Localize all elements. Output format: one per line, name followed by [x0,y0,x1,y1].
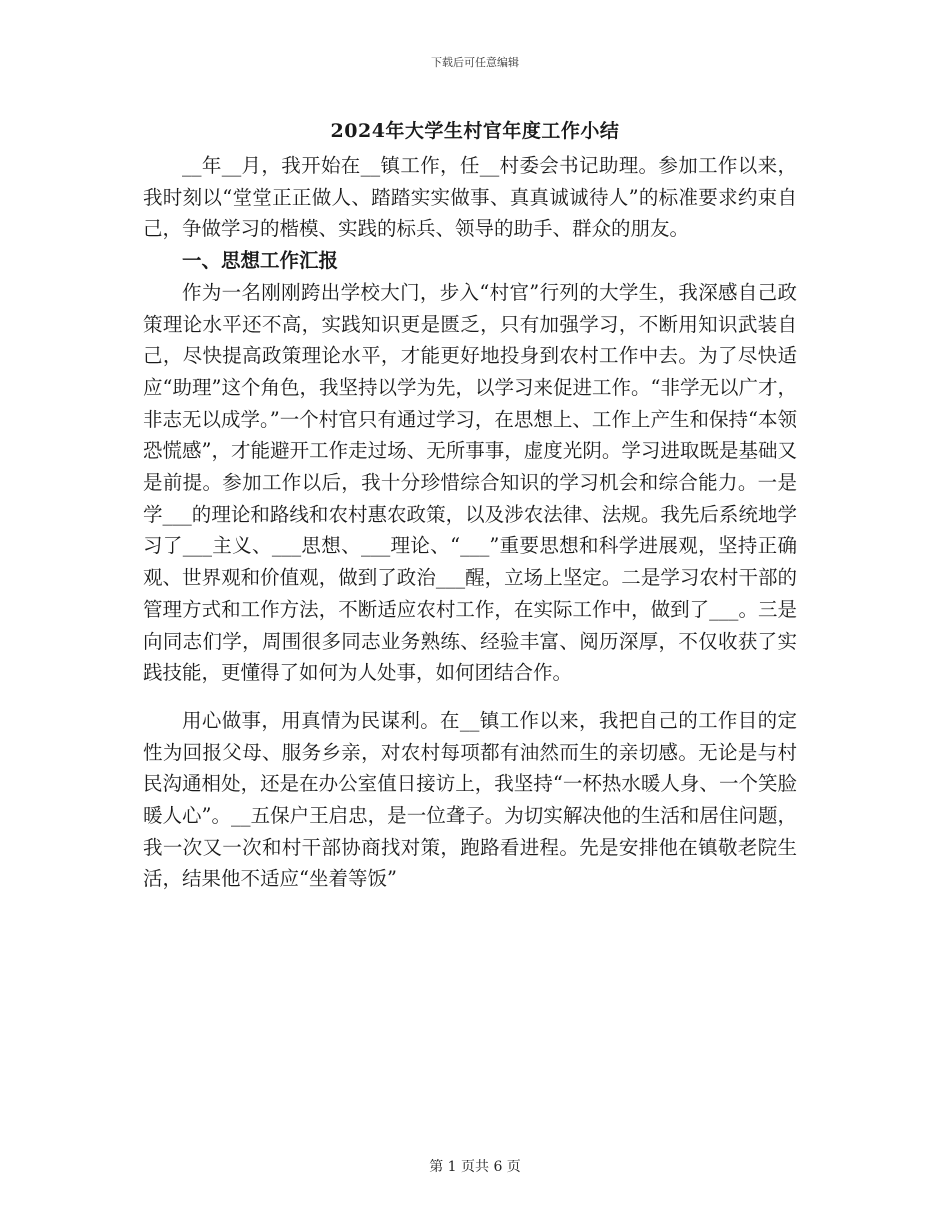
header-note: 下载后可任意编辑 [431,56,519,69]
section1-paragraph: 作为一名刚刚跨出学校大门，步入“村官”行列的大学生，我深感自己政策理论水平还不高，实践知识更是匮乏，只有加强学习，不断用知识武装自己，尽快提高政策理论水平，才能更好地投身到农村工作中去。为了尽快适应“助理”这个角色，我坚持以学为先，以学习来促进工作。“非学无以广才，非志无以成学。”一个村官只有通过学习，在思想上、工作上产生和保持“本领恐慌感”，才能避开工作走过场、无所事事，虚度光阴。学习进取既是基础又是前提。参加工作以后，我十分珍惜综合知识的学习机会和综合能力。一是学___的理论和路线和农村惠农政策，以及涉农法律、法规。我先后系统地学习了___主义、___思想、___理论、“___”重要思想和科学进展观，坚持正确观、世界观和价值观，做到了政治___醒，立场上坚定。二是学习农村干部的管理方式和工作方法，不断适应农村工作，在实际工作中，做到了___。三是向同志们学，周围很多同志业务熟练、经验丰富、阅历深厚，不仅收获了实践技能，更懂得了如何为人处事，如何团结合作。 [143,280,797,685]
page-footer: 第 1 页共 6 页 [429,1159,521,1175]
paragraph-3: 用心做事，用真情为民谋利。在__镇工作以来，我把自己的工作目的定性为回报父母、服务乡亲，对农村每项都有油然而生的亲切感。无论是与村民沟通相处，还是在办公室值日接访上，我坚持“一杯热水暖人身、一个笑脸暖人心”。__五保户王启忠，是一位聋子。为切实解决他的生活和居住问题，我一次又一次和村干部协商找对策，跑路看进程。先是安排他在镇敬老院生活，结果他不适应“坐着等饭” [143,708,797,891]
section-heading: 一、思想工作汇报 [182,249,339,273]
document-title: 2024年大学生村官年度工作小结 [330,120,620,142]
intro-paragraph: __年__月，我开始在__镇工作，任__村委会书记助理。参加工作以来，我时刻以“堂堂正正做人、踏踏实实做事、真真诚诚待人”的标准要求约束自己，争做学习的楷模、实践的标兵、领导的助手、群众的朋友。 [143,154,797,241]
document-body [143,150,797,895]
